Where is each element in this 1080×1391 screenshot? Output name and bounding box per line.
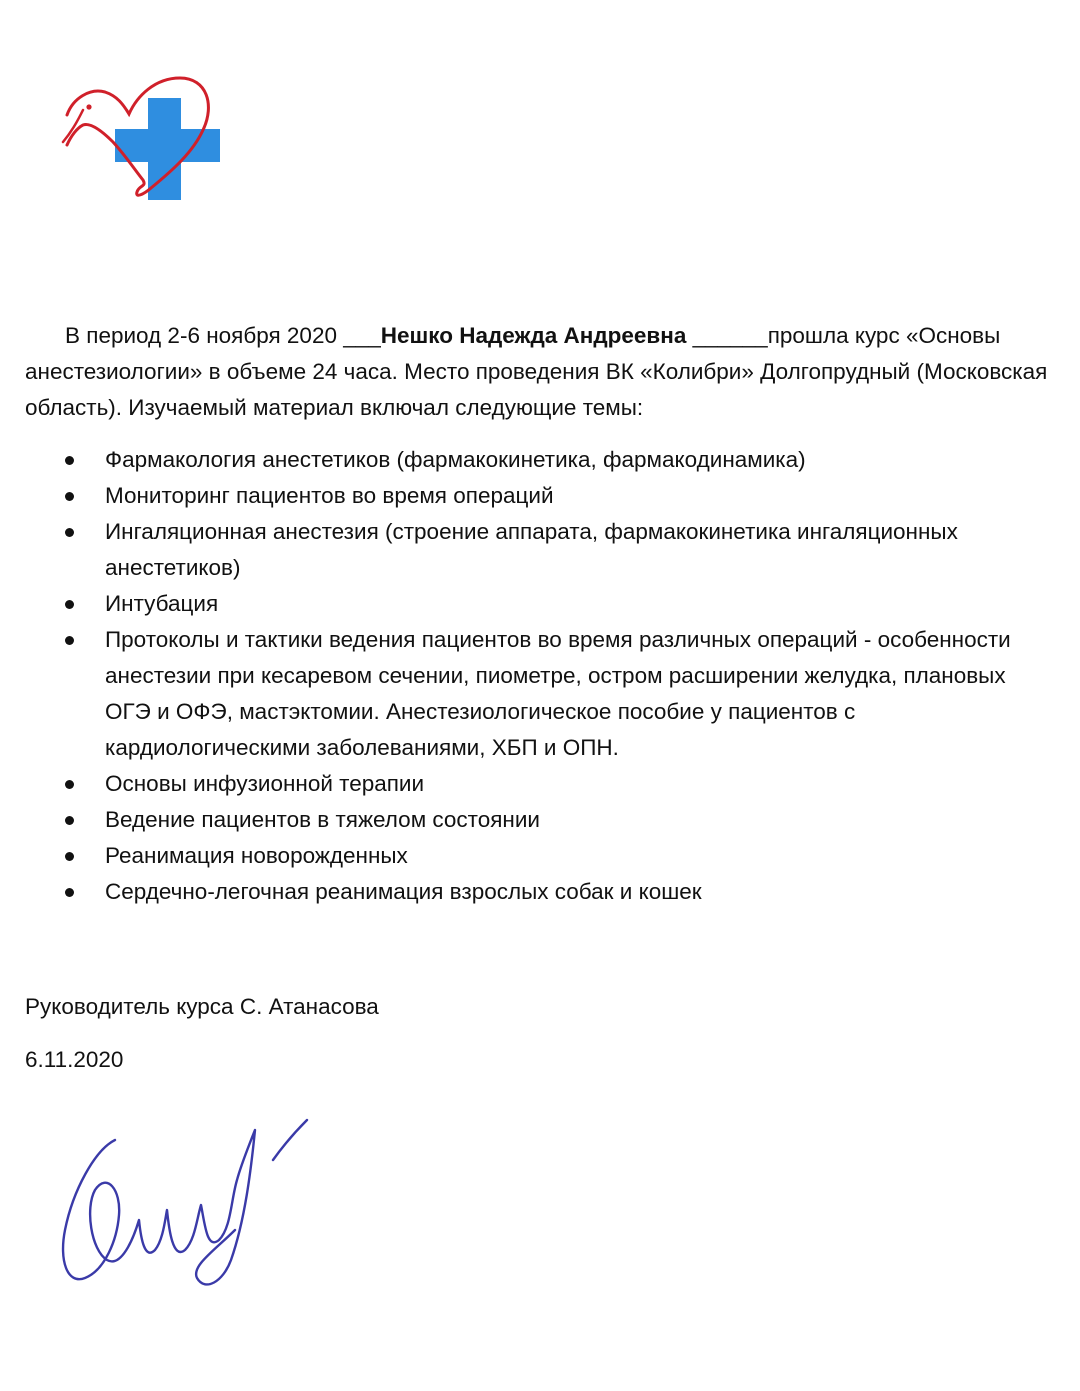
bullet-icon (65, 636, 74, 645)
topics-list (25, 442, 1055, 910)
list-item (25, 802, 1055, 838)
student-name: Нешко Надежда Андреевна (380, 323, 687, 348)
signature-stroke (63, 1130, 255, 1284)
topic-text: Ведение пациентов в тяжелом состоянии (105, 807, 540, 832)
topic-text: Реанимация новорожденных (105, 843, 408, 868)
heart-cross-logo-icon (55, 70, 230, 220)
topic-text: Интубация (105, 591, 219, 616)
bullet-icon (65, 492, 74, 501)
list-item (25, 838, 1055, 874)
bullet-icon (65, 456, 74, 465)
topic-text: Мониторинг пациентов во время операций (105, 483, 554, 508)
list-item (25, 478, 1055, 514)
intro-rest: прошла курс «Основы анестезиологии» в объеме 24 часа. Место проведения ВК «Колибри» Долгопрудный (Московская область). Изучаемый материал включал следующие темы: (25, 323, 1048, 420)
cross-horizontal (115, 129, 220, 162)
topic-text: Ингаляционная анестезия (строение аппарата, фармакокинетика ингаляционных анестетиков) (105, 519, 958, 580)
certificate-body (25, 318, 1055, 910)
list-item (25, 586, 1055, 622)
topic-text: Сердечно-легочная реанимация взрослых собак и кошек (105, 879, 702, 904)
bullet-icon (65, 528, 74, 537)
list-item (25, 766, 1055, 802)
list-item (25, 874, 1055, 910)
signature-flourish (273, 1120, 307, 1160)
signature (55, 1110, 325, 1300)
bullet-icon (65, 888, 74, 897)
signature-icon (55, 1110, 325, 1300)
intro-lead: В период 2-6 ноября 2020 (65, 323, 344, 348)
intro-blank-after: ______ (686, 323, 768, 348)
bullet-icon (65, 852, 74, 861)
topic-text: Протоколы и тактики ведения пациентов во время различных операций - особенности анестезии при кесаревом сечении, пиометре, остром расширении желудка, плановых ОГЭ и ОФЭ, мастэктомии. Анестезиологическое пособие у пациентов с кардиологическими заболеваниями, ХБП и ОПН. (105, 627, 1011, 760)
topic-text: Фармакология анестетиков (фармакокинетика, фармакодинамика) (105, 447, 806, 472)
clinic-logo (55, 70, 230, 220)
document-date: 6.11.2020 (25, 1047, 124, 1072)
bullet-icon (65, 816, 74, 825)
bullet-icon (65, 780, 74, 789)
bird-eye (86, 104, 91, 109)
list-item (25, 442, 1055, 478)
list-item (25, 622, 1055, 766)
bullet-icon (65, 600, 74, 609)
intro-paragraph (25, 318, 1055, 426)
topic-text: Основы инфузионной терапии (105, 771, 425, 796)
list-item (25, 514, 1055, 586)
course-leader: Руководитель курса С. Атанасова (25, 994, 379, 1019)
intro-blank-before: ___ (343, 323, 381, 348)
